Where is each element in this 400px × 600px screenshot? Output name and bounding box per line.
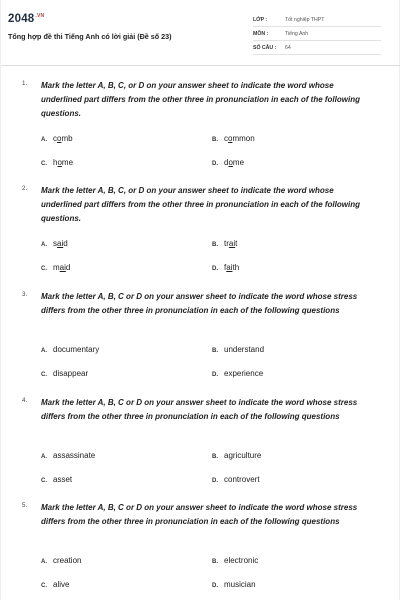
option-letter: A.: [41, 137, 47, 143]
option-letter: A.: [41, 454, 47, 460]
question-text: Mark the letter A, B, C, or D on your answer sheet to indicate the word whose underlined part differs from the other three in pronunciation in each of the following questions.: [41, 186, 360, 223]
underlined-part: ai: [57, 239, 64, 248]
option-letter: B.: [212, 454, 218, 460]
option-text: f: [224, 263, 227, 272]
logo-text: 2048: [8, 13, 35, 25]
option-letter: C.: [41, 583, 47, 589]
option-letter: D.: [212, 583, 218, 589]
document-header: [1, 0, 400, 62]
option-d[interactable]: [212, 475, 260, 484]
option-text: tr: [224, 239, 229, 248]
option-letter: D.: [212, 478, 218, 484]
option-c[interactable]: [41, 263, 70, 272]
question-number: 4.: [22, 397, 28, 404]
question-number: 5.: [22, 502, 28, 509]
option-d[interactable]: [212, 369, 263, 378]
option-text: me: [232, 158, 245, 167]
option-text: controvert: [224, 475, 260, 484]
meta-info: [253, 13, 381, 55]
option-a[interactable]: [41, 345, 99, 354]
underlined-part: o: [228, 158, 233, 167]
option-c[interactable]: [41, 580, 69, 589]
option-letter: A.: [41, 348, 47, 354]
option-letter: A.: [41, 242, 47, 248]
option-text: understand: [224, 345, 265, 354]
underlined-part: ai: [226, 263, 233, 272]
logo-domain: .VN: [35, 13, 45, 20]
option-text: c: [224, 134, 228, 143]
option-letter: B.: [212, 242, 218, 248]
meta-value: 64: [285, 45, 291, 51]
question-number: 2.: [22, 185, 28, 192]
option-text: s: [53, 239, 57, 248]
option-text: d: [63, 239, 68, 248]
option-b[interactable]: [212, 556, 258, 565]
option-a[interactable]: [41, 556, 81, 565]
option-letter: C.: [41, 266, 47, 272]
option-d[interactable]: [212, 158, 244, 167]
option-text: agriculture: [224, 451, 262, 460]
option-text: experience: [224, 369, 264, 378]
option-letter: D.: [212, 372, 218, 378]
option-text: musician: [224, 580, 256, 589]
option-c[interactable]: [41, 158, 73, 167]
question-text: Mark the letter A, B, C or D on your answer sheet to indicate the word whose stress differs from the other three in pronunciation in each of the following questions: [41, 398, 358, 421]
document-title: Tổng hợp đề thi Tiếng Anh có lời giải (Đề số 23): [8, 32, 172, 41]
underlined-part: o: [57, 134, 62, 143]
option-text: d: [65, 263, 71, 272]
meta-row-subject: [253, 27, 381, 41]
meta-value: Tốt nghiệp THPT: [285, 17, 325, 23]
question-text: Mark the letter A, B, C or D on your answer sheet to indicate the word whose stress differs from the other three in pronunciation in each of the following questions: [41, 503, 358, 526]
option-letter: C.: [41, 161, 47, 167]
option-a[interactable]: [41, 451, 95, 460]
underlined-part: o: [228, 134, 233, 143]
question-number: 3.: [22, 291, 28, 298]
option-text: assassinate: [53, 451, 96, 460]
option-a[interactable]: [41, 239, 68, 248]
option-d[interactable]: [212, 263, 239, 272]
question-text: Mark the letter A, B, C, or D on your answer sheet to indicate the word whose underlined part differs from the other three in pronunciation in each of the following questions.: [41, 81, 360, 118]
option-d[interactable]: [212, 580, 256, 589]
option-letter: D.: [212, 161, 218, 167]
meta-row-class: [253, 13, 381, 27]
option-text: alive: [53, 580, 70, 589]
option-b[interactable]: [212, 239, 237, 248]
question-text: Mark the letter A, B, C or D on your answer sheet to indicate the word whose stress differs from the other three in pronunciation in each of the following questions: [41, 292, 358, 315]
option-text: t: [235, 239, 238, 248]
option-text: disappear: [53, 369, 89, 378]
meta-label: LỚP :: [253, 17, 268, 23]
option-text: electronic: [224, 556, 259, 565]
header-divider: [1, 65, 400, 66]
option-text: th: [232, 263, 240, 272]
site-logo[interactable]: [8, 13, 44, 25]
underlined-part: ai: [59, 263, 66, 272]
option-text: d: [224, 158, 229, 167]
underlined-part: o: [57, 158, 62, 167]
option-letter: C.: [41, 478, 47, 484]
option-letter: D.: [212, 266, 218, 272]
option-text: h: [53, 158, 58, 167]
option-letter: B.: [212, 559, 218, 565]
meta-value: Tiếng Anh: [285, 31, 309, 37]
meta-label: SỐ CÂU :: [253, 45, 277, 51]
option-a[interactable]: [41, 134, 73, 143]
meta-row-count: [253, 41, 381, 55]
meta-label: MÔN :: [253, 31, 269, 37]
option-letter: B.: [212, 137, 218, 143]
option-text: mmon: [232, 134, 255, 143]
option-text: me: [61, 158, 74, 167]
option-c[interactable]: [41, 369, 88, 378]
option-letter: B.: [212, 348, 218, 354]
option-letter: C.: [41, 372, 47, 378]
option-text: documentary: [53, 345, 100, 354]
option-c[interactable]: [41, 475, 72, 484]
underlined-part: ai: [228, 239, 236, 248]
option-text: m: [53, 263, 60, 272]
option-text: c: [53, 134, 57, 143]
option-b[interactable]: [212, 451, 261, 460]
option-b[interactable]: [212, 134, 255, 143]
option-letter: A.: [41, 559, 47, 565]
option-text: mb: [61, 134, 73, 143]
option-text: creation: [53, 556, 82, 565]
option-b[interactable]: [212, 345, 264, 354]
option-text: asset: [53, 475, 73, 484]
question-number: 1.: [22, 80, 28, 87]
